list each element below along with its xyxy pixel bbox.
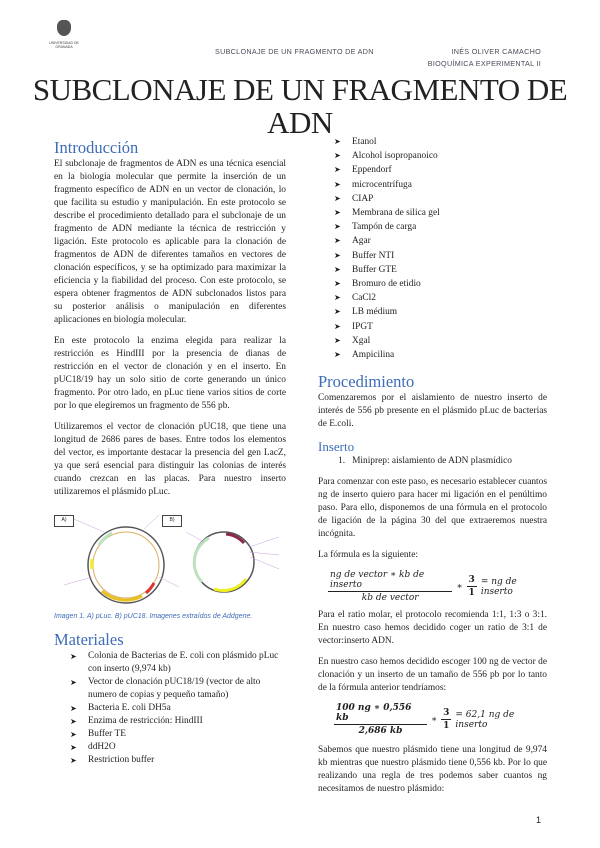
formula-general (328, 570, 547, 603)
formula1-ratio-den: 1 (468, 588, 475, 599)
list-item: ➤ Vector de clonación pUC18/19 (vector de alto numero de copias y pequeño tamaño) (70, 677, 261, 700)
arrow-bullet-icon: ➤ (334, 151, 341, 161)
arrow-bullet-icon: ➤ (334, 193, 341, 203)
list-item: ➤ Buffer TE (70, 729, 126, 739)
formula-calculated (334, 703, 547, 736)
plasmid-figure (54, 507, 286, 607)
header-author: INÉS OLIVER CAMACHO (451, 47, 541, 56)
formula1-multiply: ∗ (456, 581, 463, 592)
left-column (54, 138, 286, 767)
list-item: ➤ Ampicilina (334, 348, 547, 362)
arrow-bullet-icon: ➤ (334, 165, 341, 175)
arrow-bullet-icon: ➤ (334, 236, 341, 246)
university-logo (44, 20, 84, 49)
procedimiento-paragraph-5: En nuestro caso hemos decidido escoger 100 ng de vector de clonación y un inserto de un tamaño de 556 pb por lo tanto de la fórmula anterior tendríamos: (318, 657, 547, 694)
puc18-map (186, 532, 279, 592)
formula1-denominator: kb de vector (361, 593, 419, 604)
materiales-list-left (70, 650, 286, 767)
list-item: ➤ Bromuro de etidio (334, 277, 547, 291)
inserto-heading: Inserto (318, 439, 355, 455)
list-item: ➤ Enzima de restricción: HindIII (70, 716, 203, 726)
logo-text: UNIVERSIDAD DE GRANADA (49, 41, 79, 49)
procedimiento-paragraph-2: Para comenzar con este paso, es necesario establecer cuantos ng de inserto quiero para hacer mi ligación en el penúltimo paso. Para ello, disponemos de una fórmula en el protocolo de ligación de la página 30 del que extraeremos nuestra incógnita. (318, 477, 547, 540)
pluc-map (64, 515, 179, 603)
intro-paragraph-2: En este protocolo la enzima elegida para realizar la restricción es HindIII por la presencia de dianas de restricción en el vector de clonación y en el inserto. En pUC18/19 hay un solo sitio de corte generando un único fragmento. Por otro lado, en pLuc tiene varios sitios de corte por lo que elegiremos un fragmento de 556 pb. (54, 336, 286, 411)
arrow-bullet-icon: ➤ (334, 350, 341, 360)
list-item: ➤ Buffer NTI (334, 249, 547, 263)
list-item: ➤ Etanol (334, 135, 547, 149)
list-item: ➤ Alcohol isopropanoico (334, 149, 547, 163)
list-item: ➤ CaCl2 (334, 291, 547, 305)
formula2-numerator: 100 ng ∗ 0,556 kb (334, 703, 427, 725)
formula2-denominator: 2,686 kb (358, 726, 403, 737)
list-item: ➤ Buffer GTE (334, 263, 547, 277)
intro-heading: Introducción (54, 138, 139, 157)
figure-label-b: B) (162, 515, 182, 527)
step-text: Miniprep: aislamiento de ADN plasmídico (352, 456, 512, 467)
list-item: ➤ Eppendorf (334, 163, 547, 177)
procedimiento-paragraph-6: Sabemos que nuestro plásmido tiene una longitud de 9,974 kb mientras que nuestro plásmido tiene 0,556 kb. Por lo que realizando una regla de tres podemos saber cuantos ng necesitamos de nuestro plásmido: (318, 745, 547, 795)
procedimiento-paragraph-3: La fórmula es la siguiente: (318, 550, 418, 561)
arrow-bullet-icon: ➤ (334, 222, 341, 232)
procedimiento-paragraph-4: Para el ratio molar, el protocolo recomienda 1:1, 1:3 o 3:1. En nuestro caso hemos decidido coger un ratio de 3:1 de vector:inserto ADN. (318, 610, 547, 647)
formula2-ratio-den: 1 (443, 721, 450, 732)
arrow-bullet-icon: ➤ (334, 335, 341, 345)
materiales-list-right (334, 135, 547, 362)
intro-paragraph-1: El subclonaje de fragmentos de ADN es una técnica esencial en la biología molecular que permite la inserción de un fragmento específico de ADN en un vector de clonación, lo que facilita su estudio y manipulación. En este protocolo se describe el procedimiento detallado para el subclonaje de un fragmento de ADN mediante la técnica de restricción y ligación. Este protocolo es aplicable para la clonación de fragmentos de ADN de diferentes tamaños en vectores de clonación específicos, y se ha optimizado para maximizar la eficiencia y la fiabilidad del proceso. Con este protocolo, se espera obtener fragmentos de ADN subclonados listos para su posterior análisis o manipulación en diferentes aplicaciones en biología molecular. (54, 159, 286, 325)
materiales-heading: Materiales (54, 630, 124, 649)
arrow-bullet-icon: ➤ (70, 756, 77, 765)
right-column (318, 135, 547, 796)
list-item: ➤ Colonia de Bacterias de E. coli con plásmido pLuc con inserto (9,974 kb) (70, 651, 279, 674)
arrow-bullet-icon: ➤ (334, 179, 341, 189)
page-number: 1 (536, 815, 542, 825)
list-item: ➤ Restriction buffer (70, 755, 155, 765)
formula1-numerator: ng de vector ∗ kb de inserto (328, 570, 452, 592)
plasmid-maps (54, 507, 286, 607)
list-item: ➤ Agar (334, 234, 547, 248)
list-item: ➤ ddH2O (70, 742, 116, 752)
formula1-result: = ng de inserto (480, 576, 517, 597)
arrow-bullet-icon: ➤ (70, 743, 77, 752)
arrow-bullet-icon: ➤ (70, 678, 77, 687)
arrow-bullet-icon: ➤ (334, 264, 341, 274)
arrow-bullet-icon: ➤ (334, 293, 341, 303)
formula2-multiply: ∗ (431, 714, 438, 725)
figure-label-a: A) (54, 515, 74, 527)
list-item: ➤ LB médium (334, 305, 547, 319)
step-number: 1. (338, 456, 346, 467)
arrow-bullet-icon: ➤ (334, 307, 341, 317)
arrow-bullet-icon: ➤ (334, 137, 341, 146)
list-item: ➤ Membrana de silica gel (334, 206, 547, 220)
formula1-ratio-num: 3 (468, 575, 475, 586)
list-item: ➤ CIAP (334, 192, 547, 206)
formula2-ratio-num: 3 (443, 708, 450, 719)
arrow-bullet-icon: ➤ (70, 717, 77, 726)
arrow-bullet-icon: ➤ (334, 321, 341, 331)
page-title: SUBCLONAJE DE UN FRAGMENTO DE ADN (32, 72, 568, 140)
arrow-bullet-icon: ➤ (70, 652, 77, 661)
procedimiento-heading: Procedimiento (318, 372, 415, 392)
list-item: ➤ Bacteria E. coli DH5a (70, 703, 171, 713)
formula2-result: = 62,1 ng de inserto (455, 709, 515, 730)
list-item: ➤ Xgal (334, 334, 547, 348)
header-doc-title: SUBCLONAJE DE UN FRAGMENTO DE ADN (215, 47, 374, 56)
header-course: BIOQUÍMICA EXPERIMENTAL II (427, 59, 541, 68)
figure-caption: Imagen 1. A) pLuc. B) pUC18. Imagenes extraídos de Addgene. (54, 613, 253, 620)
arrow-bullet-icon: ➤ (334, 208, 341, 218)
list-item: ➤ microcentrífuga (334, 178, 547, 192)
arrow-bullet-icon: ➤ (334, 250, 341, 260)
crest-icon (57, 20, 71, 36)
list-item: ➤ IPGT (334, 320, 547, 334)
procedimiento-paragraph-1: Comenzaremos por el aislamiento de nuestro inserto de interés de 556 pb presente en el plásmido pLuc de bacterias de E.coli. (318, 393, 547, 430)
arrow-bullet-icon: ➤ (70, 730, 77, 739)
step-1 (318, 455, 547, 468)
list-item: ➤ Tampón de carga (334, 220, 547, 234)
arrow-bullet-icon: ➤ (70, 704, 77, 713)
arrow-bullet-icon: ➤ (334, 279, 341, 289)
intro-paragraph-3: Utilizaremos el vector de clonación pUC18, que tiene una longitud de 2686 pares de bases. Entre todos los elementos del vector, es importante destacar la presencia del gen LacZ, ya que será esencial para distinguir las colonias de interés cuando crezcan en las placas. Para nuestro inserto utilizaremos el plásmido pLuc. (54, 422, 286, 497)
